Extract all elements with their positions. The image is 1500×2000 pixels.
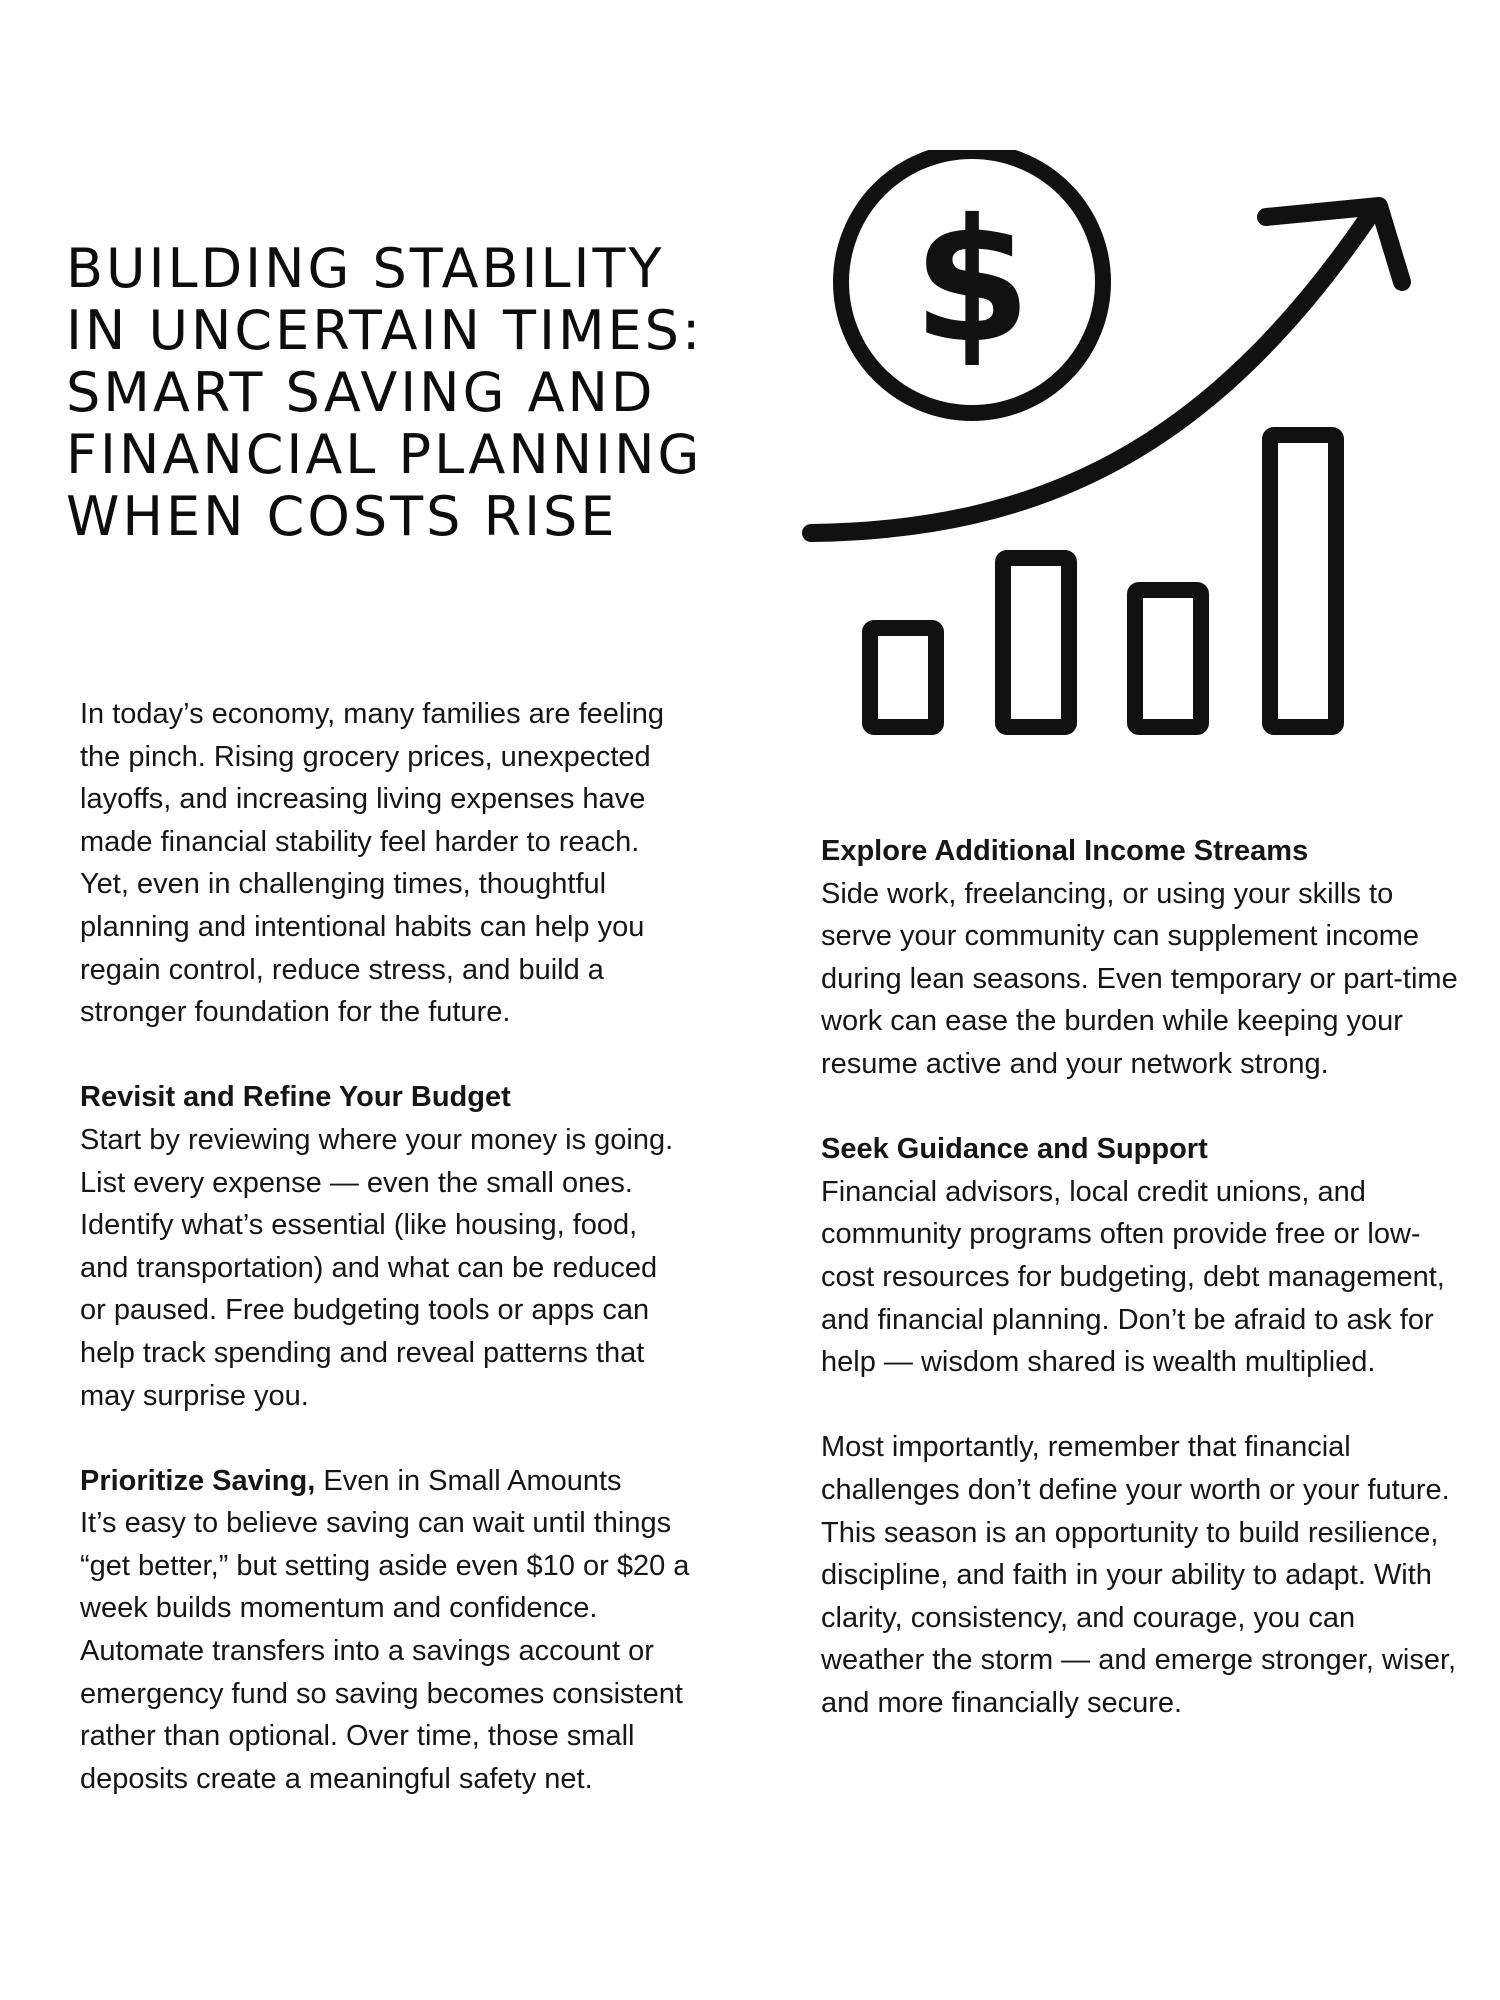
right-column: [821, 830, 1461, 1767]
section-body-budget: Start by reviewing where your money is going. List every expense — even the small ones. Identify what’s essential (like housing, food, and transportation) and what can be reduced or paused. Free budgeting tools or apps can help track spending and reveal patterns that may surprise you.: [80, 1123, 674, 1412]
closing-paragraph: Most importantly, remember that financial challenges don’t define your worth or your future. This season is an opportunity to build resilience, discipline, and faith in your ability to adapt. With clarity, consistency, and courage, you can weather the storm — and emerge stronger, wiser, and more financially secure.: [821, 1431, 1457, 1719]
dollar-sign-icon: $: [912, 183, 1032, 381]
section-heading-guidance: Seek Guidance and Support: [821, 1133, 1208, 1166]
section-body-guidance: Financial advisors, local credit unions, and community programs often provide free or low-cost resources for budgeting, debt management, and financial planning. Don’t be afraid to ask for help — wisdom shared is wealth multiplied.: [821, 1175, 1445, 1379]
bar-icon: [1003, 558, 1069, 727]
growth-arrow-icon: [811, 215, 1370, 533]
title-line: SMART SAVING AND: [66, 361, 656, 424]
heading-normal-part: Even in Small Amounts: [315, 1464, 622, 1497]
bar-icon: [1270, 435, 1336, 727]
heading-bold-part: Prioritize Saving,: [80, 1464, 316, 1497]
section-heading-budget: Revisit and Refine Your Budget: [80, 1081, 511, 1114]
section-heading-income: Explore Additional Income Streams: [821, 835, 1309, 867]
section-body-saving: It’s easy to believe saving can wait until things “get better,” but setting aside even $10 or $20 a week builds momentum and confidence. Automate transfers into a savings account or emergency fund so saving becomes consistent rather than optional. Over time, those small deposits create a meaningful safety net.: [80, 1507, 690, 1795]
title-line: FINANCIAL PLANNING: [66, 423, 703, 486]
intro-paragraph: In today’s economy, many families are feeling the pinch. Rising grocery prices, unexpected layoffs, and increasing living expenses have made financial stability feel harder to reach. Yet, even in challenging times, thoughtful planning and intentional habits can help you regain control, reduce stress, and build a stronger foundation for the future.: [80, 698, 665, 1029]
bar-icon: [1135, 590, 1201, 727]
title-line: WHEN COSTS RISE: [66, 485, 618, 548]
section-body-income: Side work, freelancing, or using your skills to serve your community can supplement income during lean seasons. Even temporary or part-time work can ease the burden while keeping your resume active and your network strong.: [821, 877, 1458, 1080]
page-title: [66, 238, 786, 548]
bar-icon: [870, 628, 936, 727]
title-line: IN UNCERTAIN TIMES:: [66, 299, 704, 362]
dollar-growth-chart-icon: [790, 150, 1430, 740]
title-line: BUILDING STABILITY: [66, 237, 665, 300]
left-column: [80, 693, 690, 1843]
section-heading-saving: [80, 1460, 690, 1503]
